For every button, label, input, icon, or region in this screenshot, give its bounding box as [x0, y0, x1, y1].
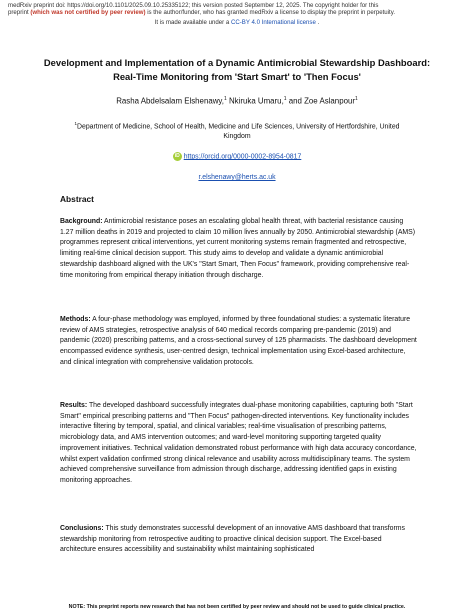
orcid-icon: iD — [174, 153, 180, 159]
affiliation-text: Department of Medicine, School of Health, Medicine and Life Sciences, University of Hertfordshire, United Kingdom — [77, 123, 400, 141]
affiliation-sup: 1 — [74, 121, 78, 126]
header-line-2-prefix: preprint — [8, 9, 31, 17]
author-2: Nkiruka Umaru, — [226, 96, 284, 106]
orcid-link[interactable]: https://orcid.org/0000-0002-8954-0817 — [183, 153, 302, 161]
license-line — [0, 19, 474, 26]
methods-text: A four-phase methodology was employed, informed by three foundational studies: a systematic literature review of AMS strategies, retrospective analysis of 640 medical records comparing pre-pandemic (2019) and pandemic (2020) prescribing patterns, and a cross-sectional survey of 125 pharmacists. The dashboard development encompassed evidence synthesis, user-centred design, technical implementation using Excel-based architecture, and clinical integration with comprehensive validation protocols. — [60, 316, 417, 366]
author-1: Rasha Abdelsalam Elshenawy, — [116, 96, 224, 106]
background-label: Background: — [60, 218, 103, 225]
conclusions-label: Conclusions: — [60, 525, 104, 532]
orcid-line — [0, 152, 474, 161]
affiliation — [70, 119, 404, 142]
author-2-sup: 1 — [283, 96, 287, 102]
results-text: The developed dashboard successfully integrates dual-phase monitoring capabilities, capturing both "Start Smart" empirical prescribing patterns and "Then Focus" pathogen-directed interventions. Key functionality includes interactive filtering by temporal, spatial, and clinical variables; real-time visualisation of prescribing patterns, microbiology data, and AMS intervention outcomes; and ward-level monitoring supporting targeted quality improvement initiatives. Technical validation demonstrated robust performance with high data accuracy concordance, whilst expert validation confirmed strong clinical relevance and usability across multidisciplinary teams. The system achieved comprehensive surveillance from admission through discharge, addressing identified gaps in existing monitoring approaches. — [60, 402, 417, 484]
abstract-heading: Abstract — [60, 194, 94, 204]
abstract-background — [60, 217, 418, 281]
author-3: and Zoe Aslanpour — [286, 96, 355, 106]
author-list — [0, 96, 474, 106]
paper-title: Development and Implementation of a Dynamic Antimicrobial Stewardship Dashboard: Real-Time Monitoring from 'Start Smart' to 'Then Focus' — [43, 57, 431, 82]
header-line-1: medRxiv preprint doi: https://doi.org/10.1101/2025.09.10.25335122; this version posted September 12, 2025. The copyright holder for this — [8, 2, 379, 9]
abstract-methods — [60, 315, 418, 369]
background-text: Antimicrobial resistance poses an escalating global health threat, with bacterial resistance causing 1.27 million deaths in 2019 and projected to claim 10 million lives annually by 2050. Antimicrobial stewardship (AMS) programmes represent critical interventions, yet current monitoring systems remain fragmented and retrospective, limiting real-time clinical decision support. This study aims to develop and validate a dynamic antimicrobial stewardship dashboard aligned with the UK's "Start Smart, Then Focus" framework, providing comprehensive real-time monitoring from empirical therapy initiation through discharge. — [60, 218, 416, 279]
license-suffix: . — [315, 19, 320, 26]
footer-note: NOTE: This preprint reports new research that has not been certified by peer review and should not be used to guide clinical practice. — [68, 604, 406, 610]
methods-label: Methods: — [60, 316, 91, 323]
author-3-sup: 1 — [354, 96, 358, 102]
header-line-2-suffix: is the author/funder, who has granted medRxiv a license to display the preprint in perpetuity. — [145, 9, 396, 17]
results-label: Results: — [60, 402, 88, 409]
email-link[interactable]: r.elshenawy@herts.ac.uk — [198, 174, 276, 181]
medrxiv-header-notice — [8, 2, 468, 17]
abstract-conclusions — [60, 524, 418, 556]
conclusions-text: This study demonstrates successful development of an innovative AMS dashboard that transforms stewardship monitoring from retrospective auditing to proactive clinical decision support. The Excel-based architecture ensures accessibility and sustainability whilst maintaining sophisticated — [60, 525, 405, 554]
header-line-2 — [8, 9, 468, 16]
license-prefix: It is made available under a — [154, 19, 231, 26]
peer-review-warning: (which was not certified by peer review) — [30, 9, 146, 17]
license-link[interactable]: CC-BY 4.0 International license — [230, 19, 316, 26]
author-1-sup: 1 — [223, 96, 227, 102]
abstract-results — [60, 401, 418, 487]
